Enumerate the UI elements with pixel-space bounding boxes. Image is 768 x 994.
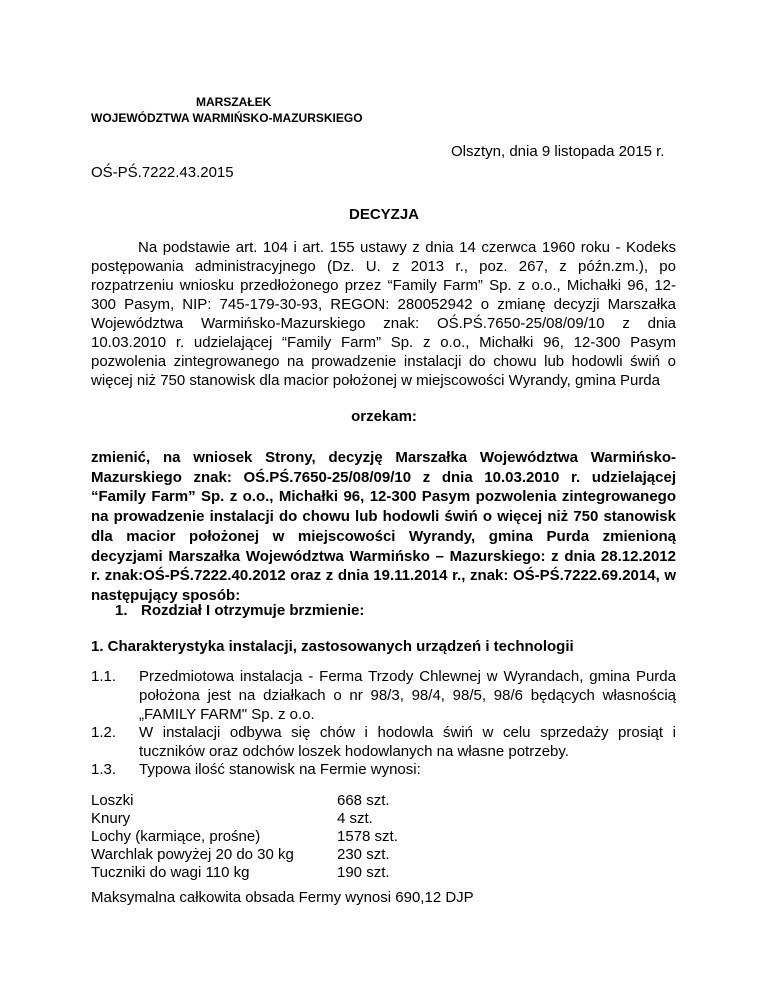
subsection-text: Przedmiotowa instalacja - Ferma Trzody Chlewnej w Wyrandach, gmina Purda położona jest na działkach o nr 98/3, 98/4, 98/5, 98/6 będących własnością „FAMILY FARM" Sp. z o.o. (139, 668, 676, 723)
animal-qty: 1578 szt. (337, 828, 398, 845)
document-title: DECYZJA (348, 206, 419, 223)
case-number: OŚ-PŚ.7222.43.2015 (91, 164, 234, 181)
animal-name: Loszki (91, 792, 134, 809)
intro-paragraph: Na podstawie art. 104 i art. 155 ustawy z dnia 14 czerwca 1960 roku - Kodeks postępowania administracyjnego (Dz. U. z 2013 r., poz. 267, z późn.zm.), po rozpatrzeniu wniosku przedłożonego przez “Family Farm” Sp. z o.o., Michałki 96, 12-300 Pasym, NIP: 745-179-30-93, REGON: 280052942 o zmianę decyzji Marszałka Województwa Warmińsko-Mazurskiego znak: OŚ.PŚ.7650-25/08/09/10 z dnia 10.03.2010 r. udzielającej “Family Farm” Sp. z o.o., Michałki 96, 12-300 Pasym pozwolenia zintegrowanego na prowadzenie instalacji do chowu lub hodowli świń o więcej niż 750 stanowisk dla macior położonej w miejscowości Wyrandy, gmina Purda (91, 239, 676, 389)
animal-name: Knury (91, 810, 131, 827)
authority-line-1: MARSZAŁEK (196, 95, 272, 109)
animal-qty: 190 szt. (337, 864, 390, 881)
ruling-heading: orzekam: (351, 408, 417, 425)
subsection-text: W instalacji odbywa się chów i hodowla świń w celu sprzedaży prosiąt i tuczników oraz odchów loszek hodowlanych na własne potrzeby. (139, 724, 676, 760)
subsection-text: Typowa ilość stanowisk na Fermie wynosi: (139, 761, 421, 778)
subsection-number: 1.1. (91, 668, 117, 685)
animal-qty: 230 szt. (337, 846, 390, 863)
animal-name: Warchlak powyżej 20 do 30 kg (91, 846, 294, 863)
animal-name: Lochy (karmiące, prośne) (91, 828, 261, 845)
list-item-text: Rozdział I otrzymuje brzmienie: (141, 602, 365, 619)
section-heading: 1. Charakterystyka instalacji, zastosowanych urządzeń i technologii (91, 638, 574, 655)
animal-qty: 668 szt. (337, 792, 390, 809)
place-date: Olsztyn, dnia 9 listopada 2015 r. (451, 143, 665, 160)
animal-qty: 4 szt. (337, 810, 373, 827)
ruling-paragraph: zmienić, na wniosek Strony, decyzję Marszałka Województwa Warmińsko-Mazurskiego znak: OŚ.PŚ.7650-25/08/09/10 z dnia 10.03.2010 r. udzielającej “Family Farm” Sp. z o.o., Michałki 96, 12-300 Pasym pozwolenia zintegrowanego na prowadzenie instalacji do chowu lub hodowli świń o więcej niż 750 stanowisk dla macior położonej w miejscowości Wyrandy, gmina Purda zmienioną decyzjami Marszałka Województwa Warmińsko – Mazurskiego: z dnia 28.12.2012 r. znak:OŚ-PŚ.7222.40.2012 oraz z dnia 19.11.2014 r., znak: OŚ-PŚ.7222.69.2014, w następujący sposób: (91, 449, 676, 604)
subsection-number: 1.3. (91, 761, 117, 778)
animal-name: Tuczniki do wagi 110 kg (91, 864, 250, 881)
max-capacity: Maksymalna całkowita obsada Fermy wynosi 690,12 DJP (91, 889, 474, 906)
subsection-number: 1.2. (91, 724, 117, 741)
list-item-number: 1. (115, 602, 128, 619)
authority-line-2: WOJEWÓDZTWA WARMIŃSKO-MAZURSKIEGO (91, 111, 363, 125)
